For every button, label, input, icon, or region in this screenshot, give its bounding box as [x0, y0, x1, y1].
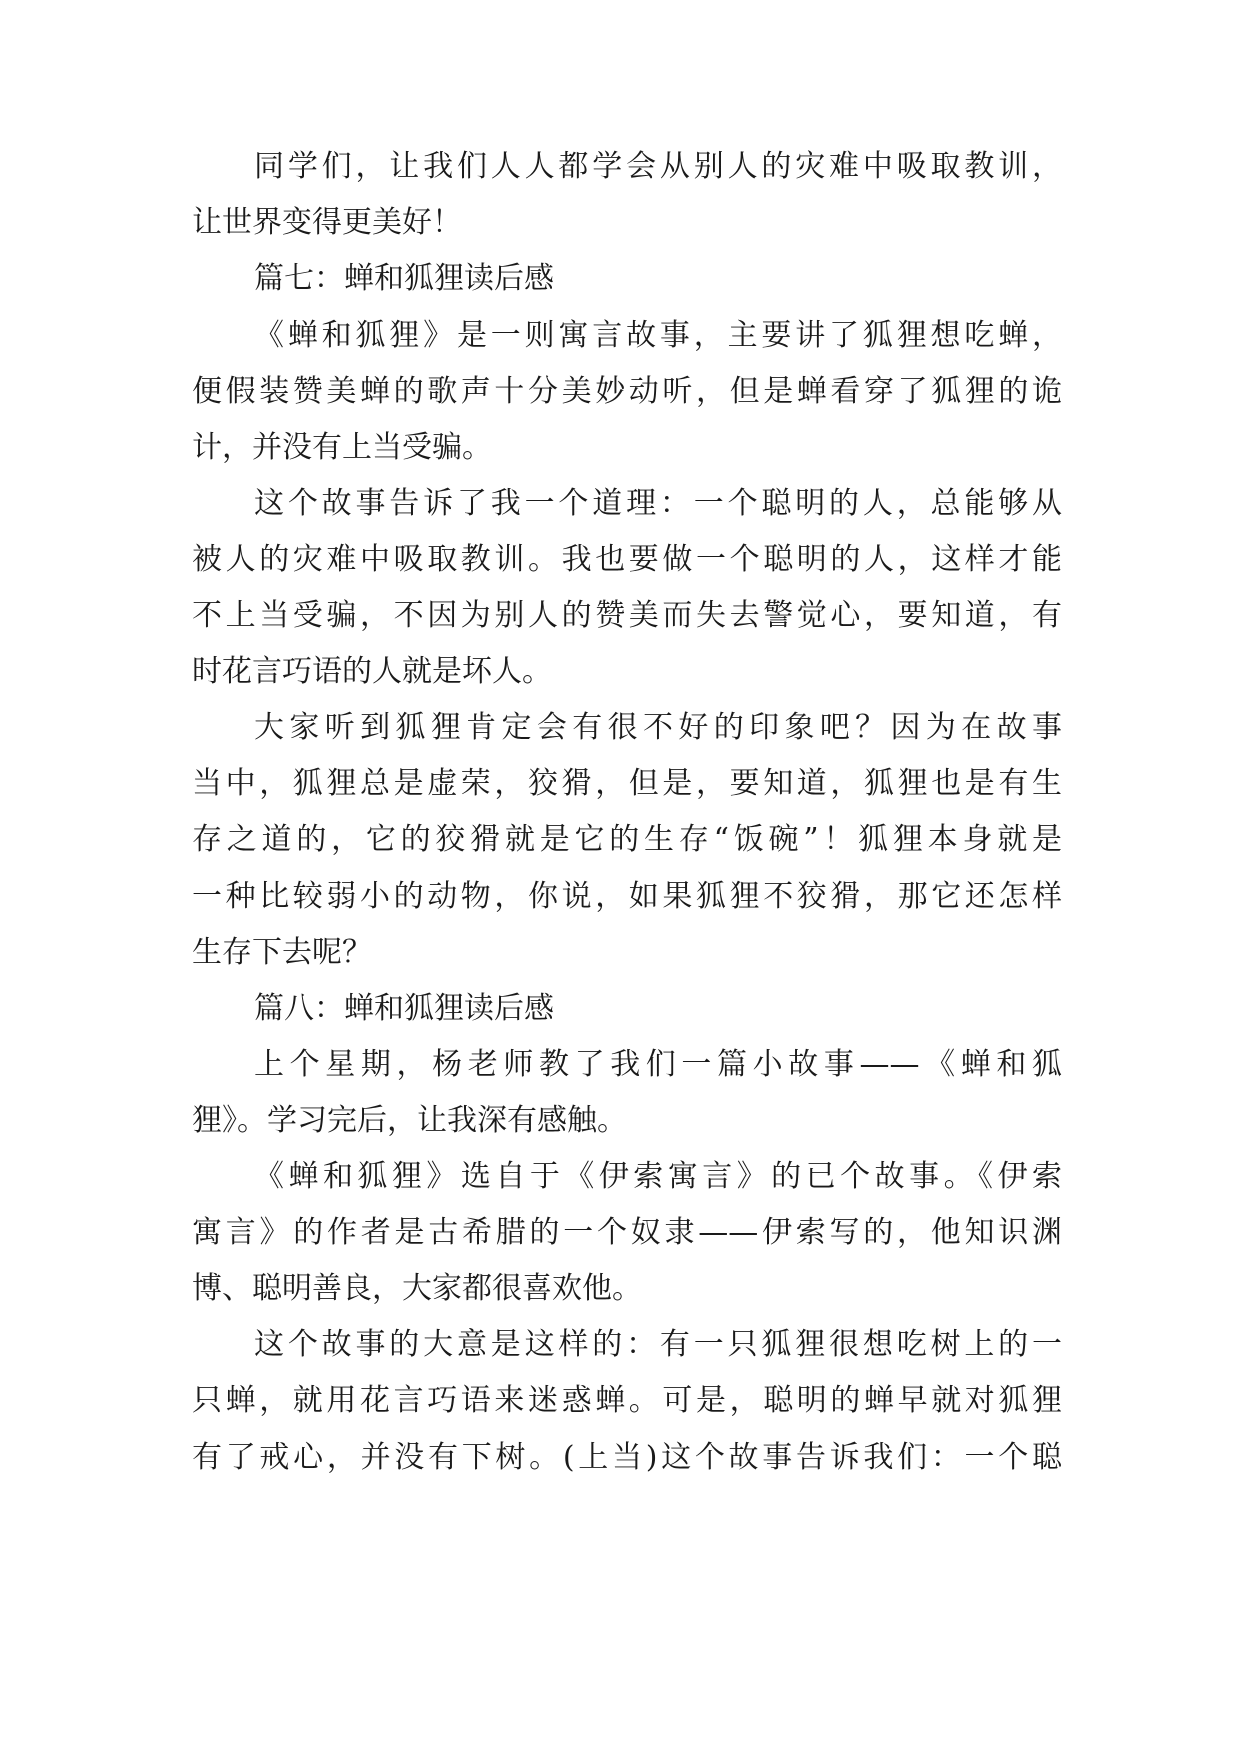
- text-line: 一种比较弱小的动物，你说，如果狐狸不狡猾，那它还怎样: [192, 879, 1062, 914]
- text-line: 这个故事告诉了我一个道理：一个聪明的人，总能够从: [254, 486, 1062, 521]
- text-line: 同学们，让我们人人都学会从别人的灾难中吸取教训，: [254, 149, 1062, 184]
- text-line: 存之道的，它的狡猾就是它的生存“饭碗”！狐狸本身就是: [192, 822, 1062, 857]
- text-line: 有了戒心，并没有下树。(上当)这个故事告诉我们：一个聪: [192, 1440, 1062, 1475]
- text-line: 计，并没有上当受骗。: [192, 430, 492, 465]
- text-line: 《蝉和狐狸》选自于《伊索寓言》的已个故事。《伊索: [254, 1159, 1062, 1194]
- section-heading: 篇七：蝉和狐狸读后感: [254, 261, 554, 296]
- text-line: 博、聪明善良，大家都很喜欢他。: [192, 1271, 642, 1306]
- text-line: 上个星期，杨老师教了我们一篇小故事——《蝉和狐: [254, 1047, 1062, 1082]
- text-line: 不上当受骗，不因为别人的赞美而失去警觉心，要知道，有: [192, 598, 1062, 633]
- text-line: 时花言巧语的人就是坏人。: [192, 654, 552, 689]
- text-line: 当中，狐狸总是虚荣，狡猾，但是，要知道，狐狸也是有生: [192, 766, 1062, 801]
- text-line: 生存下去呢？: [192, 935, 372, 970]
- text-line: 只蝉，就用花言巧语来迷惑蝉。可是，聪明的蝉早就对狐狸: [192, 1383, 1062, 1418]
- text-line: 让世界变得更美好！: [192, 205, 462, 240]
- text-line: 寓言》的作者是古希腊的一个奴隶——伊索写的，他知识渊: [192, 1215, 1062, 1250]
- text-line: 大家听到狐狸肯定会有很不好的印象吧？因为在故事: [254, 710, 1062, 745]
- text-line: 《蝉和狐狸》是一则寓言故事，主要讲了狐狸想吃蝉，: [254, 318, 1062, 353]
- text-line: 这个故事的大意是这样的：有一只狐狸很想吃树上的一: [254, 1327, 1062, 1362]
- text-line: 被人的灾难中吸取教训。我也要做一个聪明的人，这样才能: [192, 542, 1062, 577]
- text-line: 便假装赞美蝉的歌声十分美妙动听，但是蝉看穿了狐狸的诡: [192, 374, 1062, 409]
- text-line: 狸》。学习完后，让我深有感触。: [192, 1103, 627, 1138]
- section-heading: 篇八：蝉和狐狸读后感: [254, 991, 554, 1026]
